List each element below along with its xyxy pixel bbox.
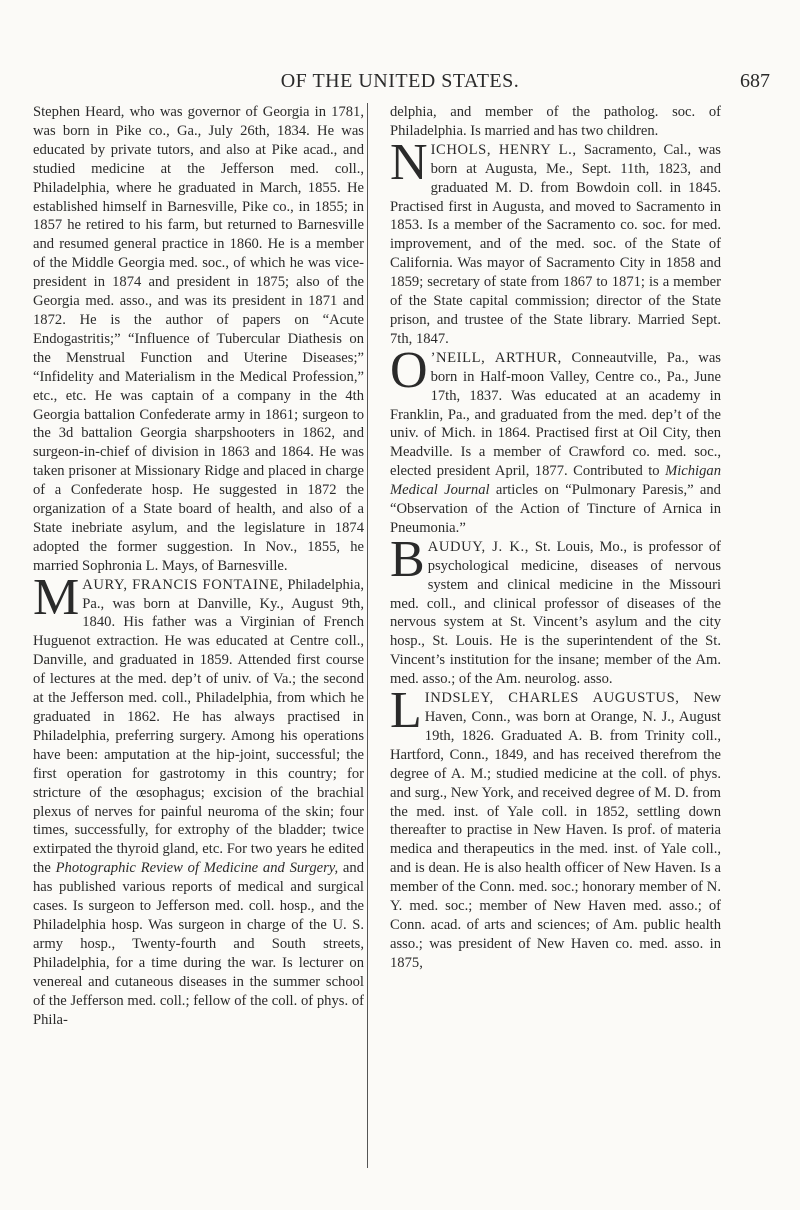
- drop-cap: L: [390, 682, 422, 740]
- entry-maury: [33, 568, 364, 1030]
- entry-name: AUDUY, J. K.,: [427, 538, 529, 555]
- drop-cap: B: [390, 530, 425, 588]
- page-number: 687: [740, 70, 770, 92]
- journal-title: Photographic Review of Medicine and Surgery,: [55, 860, 339, 877]
- entry-name: INDSLEY, CHARLES AUGUSTUS,: [424, 690, 680, 707]
- entry-text: Sacramento, Cal., was born at Augusta, Me., Sept. 11th, 1823, and graduated M. D. from Bowdoin coll. in 1845. Practised first in Augusta, and moved to Sacramento in 1853. Is a member of the Sacramento co. soc. for med. improvement, and of the med. soc. of the State of California. Was mayor of Sacramento City in 1858 and 1859; secretary of state from 1867 to 1871; is a member of the State capital commission; director of the State prison, and trustee of the State library. Married Sept. 7th, 1847.: [390, 141, 721, 347]
- entry-nichols: [390, 133, 721, 349]
- drop-cap: O: [390, 341, 428, 399]
- entry-text: Conneautville, Pa., was born in Half-moon Valley, Centre co., Pa., June 17th, 1837. Was educated at an academy in Franklin, Pa., and graduated from the med. dep’t of the univ. of Mich. in 1864. Practised first at Oil City, then Meadville. Is a member of Crawford co. med. soc., elected president April, 1877. Contributed to: [390, 349, 721, 480]
- entry-text: articles on “Pulmonary Paresis,” and “Observation of the Action of Tincture of Arnica in Pneumonia.”: [390, 482, 721, 536]
- entry-name: AURY, FRANCIS FONTAINE,: [82, 576, 284, 593]
- entry-text: and has published various reports of medical and surgical cases. Is surgeon to Jefferson med. coll. hosp., and the Philadelphia hosp. Was surgeon in charge of the U. S. army hosp., Twenty-fourth and South streets, Philadelphia, for a time during the war. Is lecturer on venereal and cutaneous diseases in the summer school of the Jefferson med. coll.; fellow of the coll. of phys. of Phila-: [33, 860, 364, 1028]
- entry-text: Philadelphia, Pa., was born at Danville, Ky., August 9th, 1840. His father was a Virginian of French Huguenot extraction. He was educated at Centre coll., Danville, and graduated in 1859. Attended first course of lectures at the med. dep’t of univ. of Va.; the second at the Jefferson med. coll., Philadelphia, from which he graduated in 1862. He has always practised in Philadelphia, preferring surgery. Among his operations have been: amputation at the hip-joint, successful; the first operation for gastrotomy in this country; for stricture of the œsophagus; excision of the brachial plexus of nerves for painful neuroma of the skin; four times, successfully, for extrophy of the bladder; twice extirpated the thyroid gland, etc. For two years he edited the: [33, 576, 364, 877]
- drop-cap: N: [390, 133, 428, 191]
- entry-name: ICHOLS, HENRY L.,: [430, 141, 577, 158]
- journal-title: Michigan Medical Journal: [390, 463, 721, 499]
- entry-maury-continuation: delphia, and member of the patholog. soc. of Philadelphia. Is married and has two children.: [390, 104, 721, 139]
- right-column: [390, 103, 721, 973]
- entry-heard-continuation: Stephen Heard, who was governor of Georgia in 1781, was born in Pike co., Ga., July 26th, 1834. He was educated by private tutors, and also at Pike acad., and studied medicine at the Jefferson med. coll., Philadelphia, where he graduated in March, 1855. He established himself in Barnesville, Pike co., in 1855; in 1857 he retired to his farm, but returned to Barnesville and resumed general practice in 1860. He is a member of the Middle Georgia med. soc., of which he was vice-president in 1874 and president in 1875; also of the Georgia med. asso., and was its president in 1871 and 1872. He is the author of papers on “Acute Endogastritis;” “Influence of Tubercular Diathesis on the Menstrual Function and Uterine Diseases;” “Infidelity and Materialism in the Medical Profession,” etc., etc. He was captain of a company in the 4th Georgia battalion Confederate army in 1861; surgeon to the 3d battalion Georgia sharpshooters in 1862, and surgeon-in-chief of division in 1863 and 1864. He was taken prisoner at Missionary Ridge and placed in charge of a Confederate hosp. He suggested in 1872 the organization of a State board of health, and also of a State inebriate asylum, and the legislature in 1874 adopted the former suggestion. In Nov., 1855, he married Sophronia L. Mays, of Barnesville.: [33, 104, 364, 574]
- column-divider: [367, 103, 368, 1168]
- entry-name: ’NEILL, ARTHUR,: [430, 349, 562, 366]
- page-title: OF THE UNITED STATES.: [280, 70, 520, 92]
- entry-text: St. Louis, Mo., is professor of psychological medicine, diseases of nervous system and clinical medicine in the Missouri med. coll., and clinical professor of diseases of the nervous system at St. Vincent’s asylum and the city hosp., St. Louis. He is the superintendent of the St. Vincent’s institution for the insane; member of the Am. med. asso.; of the Am. neurolog. asso.: [390, 538, 721, 688]
- drop-cap: M: [33, 568, 80, 626]
- running-header: [0, 70, 800, 100]
- entry-bauduy: [390, 530, 721, 689]
- entry-lindsley: [390, 682, 721, 973]
- entry-oneill: [390, 341, 721, 538]
- left-column: [33, 103, 364, 1029]
- entry-text: New Haven, Conn., was born at Orange, N. J., August 19th, 1826. Graduated A. B. from Trinity coll., Hartford, Conn., 1849, and has received therefrom the degree of A. M.; studied medicine at the coll. of phys. and surg., New York, and received degree of M. D. from the med. inst. of Yale coll. in 1852, settling down thereafter to practise in New Haven. Is prof. of materia medica and therapeutics in the med. inst. of Yale coll., and is dean. He is also health officer of New Haven. Is a member of the Conn. med. soc.; honorary member of N. Y. med. soc.; member of New Haven med. asso.; of Conn. acad. of arts and sciences; of Am. public health asso.; was president of New Haven co. med. asso. in 1875,: [390, 690, 721, 971]
